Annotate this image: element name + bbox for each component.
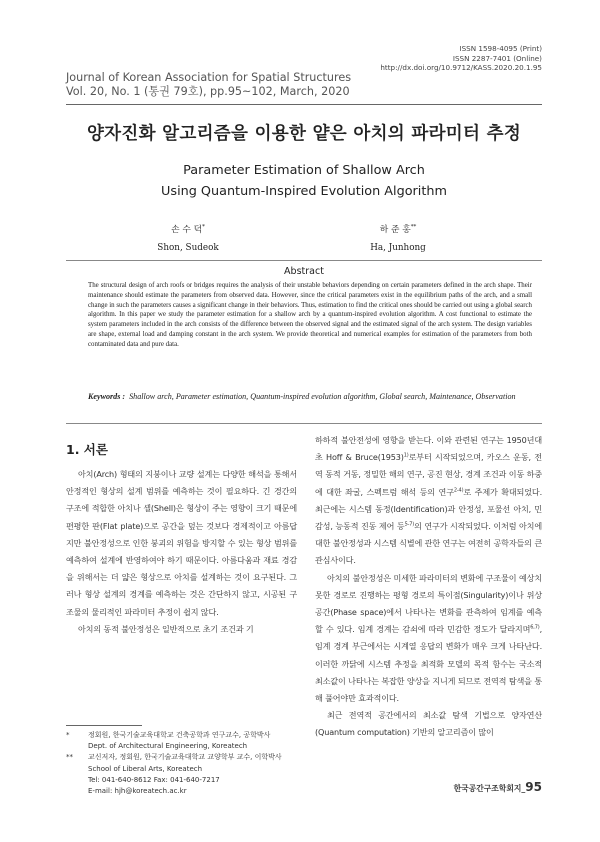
abstract-text: The structural design of arch roofs or bridges requires the analysis of their unstable behaviors depending on certain parameters defined in the arch shape. Their maintenance should estimate the parameters from observed data. However, since the critical parameters exist in the equilibrium paths of the arch, and a small change in such the parameters causes a significant change in their behaviors. Thus, estimation to find the critical ones should be carried out using a global search algorithm. In this paper we study the parameter estimation for a shallow arch by a quantum-inspired evolution algorithm. A cost functional to estimate the system parameters included in the arch consists of the difference between the observed signal and the estimated signal of the arch system. The design variables are shape, external load and damping constant in the arch system. We provide theoretical and numerical examples for estimation of the parameters from both contaminated data and pure data. [88,282,532,348]
issn-print: ISSN 1598-4095 (Print) [459,44,542,53]
keywords-rule [66,423,542,424]
body-paragraph [315,570,542,708]
doi-link[interactable]: http://dx.doi.org/10.9712/KASS.2020.20.1.95 [380,63,542,72]
keywords-text: Shallow arch, Parameter estimation, Quantum-inspired evolution algorithm, Global search, Maintenance, Observation [129,392,516,401]
author-2-mark: ** [410,224,417,230]
footnote-line: School of Liberal Arts, Koreatech [88,764,203,773]
english-title [66,160,542,202]
author-1-mark: * [202,224,205,230]
footer-separator: _ [521,784,526,793]
abstract-heading: Abstract [284,266,324,277]
text-run: 의 연구가 시작되었다. 이처럼 아치에 대한 불안정성과 시스템 식별에 관한 연구는 여전히 공학자들의 큰 관심사이다. [315,521,542,566]
footnote-1 [66,730,298,752]
abstract-rule [66,260,542,261]
footnote-line: Tel: 041-640-8612 Fax: 041-640-7217 [88,775,220,784]
body-paragraph: 최근 전역적 공간에서의 최소값 탐색 기법으로 양자연산(Quantum computation) 기반의 알고리즘이 많이 [315,710,542,738]
section-title: 1. 서론 [66,442,108,457]
volume-line: Vol. 20, No. 1 (통권 79호), pp.95~102, March, 2020 [66,85,350,98]
page-number: 95 [525,780,542,794]
text-run: 아치의 불안정성은 미세한 파라미터의 변화에 구조물이 예상치 못한 경로로 진행하는 평형 경로의 특이점(Singularity)이나 위상공간(Phase space)에서 나타나는 변화를 관측하여 임계를 예측할 수 있다. 임계 경계는 감쇠에 따라 민감한 정도가 달라지며 [315,572,542,635]
footnote-mark: * [66,731,70,739]
footer-journal: 한국공간구조학회지 [453,784,522,793]
footnote-email[interactable]: E-mail: hjh@koreatech.ac.kr [88,787,187,796]
text-run: 로부터 시작되었으며, 카오스 운동, 전역 동적 거동, 정밀한 해의 연구, 공진 현상, 경계 조건과 이동 하중에 대한 좌굴, 스펙트럼 해석 등의 연구 [315,452,542,497]
footnote-rule [66,725,142,726]
text-run: 로 주제가 확대되었다. 최근에는 시스템 동정(Identification)과 안정성, 포물선 아치, 민감성, 능동적 진동 제어 등 [315,486,542,532]
english-title-line-1: Parameter Estimation of Shallow Arch [183,163,425,178]
footnote-mark: ** [66,753,73,762]
footnote-2 [66,752,298,797]
korean-title: 양자진화 알고리즘을 이용한 얕은 아치의 파라미터 추정 [86,124,522,144]
journal-name: Journal of Korean Association for Spatial Structures [66,71,352,84]
footnote-line: Dept. of Architectural Engineering, Koreatech [88,742,248,751]
footnote-line: 정회원, 한국기술교육대학교 건축공학과 연구교수, 공학박사 [88,731,271,739]
citation: 2-4) [453,486,464,493]
body-paragraph: 아치의 동적 불안정성은 일반적으로 초기 조건과 기 [78,623,254,634]
footnote-line: 교신저자, 정회원, 한국기술교육대학교 교양학부 교수, 이학박사 [88,753,282,762]
footnotes [66,730,298,797]
issn-block [380,44,542,73]
text-run: , 임계 경계 부근에서는 시계열 응답의 변화가 매우 크게 나타난다. 이러한 까닭에 시스템 추정을 최적화 모델의 목적 함수는 국소적 최소값이 나타나는 복잡한 양상을 지니게 되므로 전역적 탐색을 통해 풀어야만 효과적이다. [315,624,542,704]
citation: 1) [403,452,409,459]
author-1-korean: 손 수 덕 [171,224,203,235]
english-title-line-2: Using Quantum-Inspired Evolution Algorithm [161,184,447,199]
author-2-english: Ha, Junhong [370,242,426,253]
left-column [66,432,297,638]
journal-info [66,71,351,99]
author-1-english: Shon, Sudeok [157,242,219,253]
issn-online: ISSN 2287-7401 (Online) [452,53,542,63]
page-footer [454,780,542,794]
author-2-korean: 하 준 홍 [379,224,411,235]
citation: 5-7) [404,521,415,528]
keywords [88,390,532,403]
right-column [315,432,542,742]
body-paragraph [315,432,542,570]
header-rule [66,104,542,105]
keywords-label: Keywords : [88,392,126,401]
author-2 [318,218,478,257]
body-paragraph: 아치(Arch) 형태의 지붕이나 교량 설계는 다양한 해석을 통해서 안정적인 형상의 설계 범위를 예측하는 것이 필요하다. 긴 경간의 구조에 적합한 아치나 셸(Shell)은 형상이 주는 영향이 크기 때문에 편평한 판(Flat plate)으로 공간을 덮는 것보다 경제적이고 아름답지만 불안정성으로 인한 붕괴의 위험을 방지할 수 있는 형상 범위를 예측하여 설계에 반영하여야 하기 때문이다. 아름다움과 재료 경감을 위해서는 더 얇은 형상으로 아치를 설계하는 것이 요구된다. 그러나 형상 설계의 경계를 예측하는 것은 간단하지 않고, 시공된 구조물의 물리적인 파라미터 추정이 쉽지 않다. [66,469,297,617]
text-run: 하하적 불안전성에 영향을 받는다. 이와 관련된 연구는 1950년대 초 Hoff & Bruce(1953) [315,435,542,463]
author-1 [108,218,268,257]
citation: 6,7) [530,624,540,631]
